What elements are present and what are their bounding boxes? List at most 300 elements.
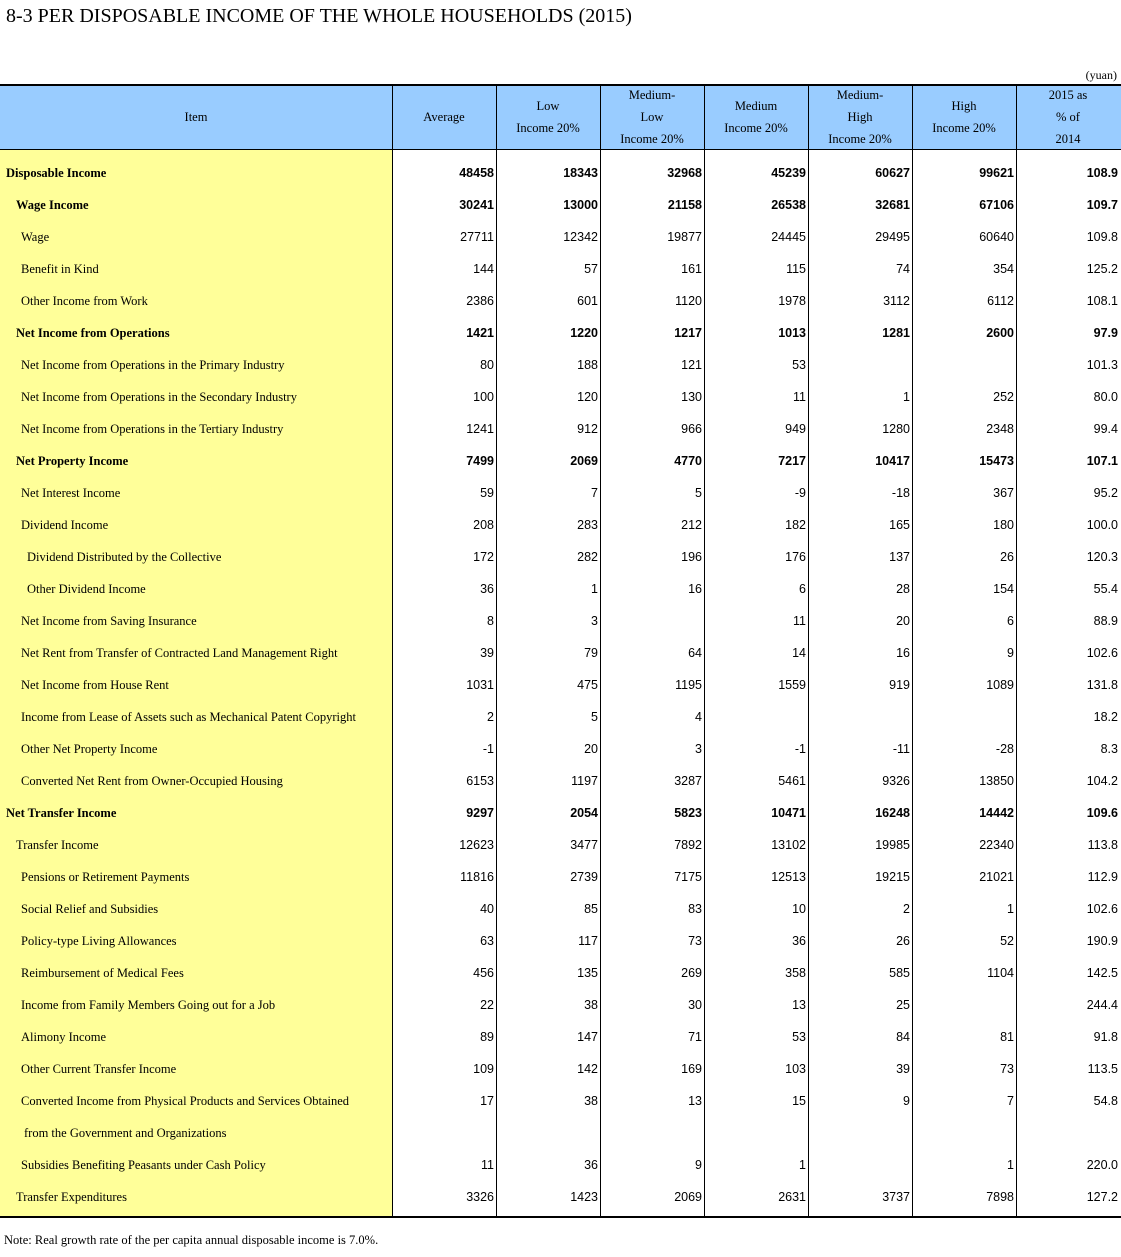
- cell-value: 9: [695, 1158, 702, 1172]
- cell-value: 38: [584, 1094, 598, 1108]
- cell-value: 14: [792, 646, 806, 660]
- column-divider: [600, 84, 601, 1218]
- cell-value: 12623: [459, 838, 494, 852]
- cell-value: [600, 1117, 702, 1149]
- cell-value: 10: [792, 902, 806, 916]
- column-divider: [1016, 84, 1017, 1218]
- header-col-2: [600, 84, 704, 150]
- cell-value: 109: [473, 1062, 494, 1076]
- cell-value: 2054: [570, 806, 598, 820]
- cell-value: 7898: [986, 1190, 1014, 1204]
- cell-value: 1559: [778, 678, 806, 692]
- row-label: Net Income from Operations in the Tertiary Industry: [21, 422, 284, 436]
- cell-value: 1031: [466, 678, 494, 692]
- header-line: Income 20%: [516, 121, 580, 135]
- cell-value: 36: [792, 934, 806, 948]
- cell-value: 1104: [987, 966, 1014, 980]
- header-line: High: [951, 99, 977, 113]
- header-col-5: [912, 84, 1016, 150]
- row-label: Wage: [21, 230, 50, 244]
- table-row: [0, 477, 1121, 509]
- header-col-6: [1016, 84, 1120, 150]
- cell-value: 9326: [882, 774, 910, 788]
- cell-value: 21021: [979, 870, 1014, 884]
- row-label: Alimony Income: [21, 1030, 107, 1044]
- cell-value: 2069: [674, 1190, 702, 1204]
- row-label: Disposable Income: [6, 166, 107, 180]
- header-line: Medium-: [836, 88, 884, 102]
- cell-value: 53: [792, 1030, 806, 1044]
- table-row: [0, 1117, 1121, 1149]
- cell-value: 73: [1000, 1062, 1014, 1076]
- cell-value: 85: [584, 902, 598, 916]
- cell-value: 16: [688, 582, 702, 596]
- row-label: Net Rent from Transfer of Contracted Land Management Right: [21, 646, 338, 660]
- cell-value: 11816: [460, 870, 494, 884]
- cell-value: 115: [786, 262, 806, 276]
- cell-value: 102.6: [1086, 646, 1118, 660]
- cell-value: 1421: [466, 326, 494, 340]
- header-line: Medium-: [628, 88, 676, 102]
- row-label: Net Income from Saving Insurance: [21, 614, 197, 628]
- cell-value: 169: [681, 1062, 702, 1076]
- cell-value: -9: [794, 486, 806, 500]
- table-row: [0, 573, 1121, 605]
- cell-value: 354: [993, 262, 1014, 276]
- row-label: Net Income from Operations in the Secondary Industry: [21, 390, 297, 404]
- cell-value: 456: [473, 966, 494, 980]
- cell-value: 12342: [563, 230, 598, 244]
- cell-value: 3287: [674, 774, 702, 788]
- cell-value: 29495: [875, 230, 910, 244]
- table-row: [0, 861, 1121, 893]
- cell-value: 28: [896, 582, 910, 596]
- cell-value: 283: [577, 518, 598, 532]
- cell-value: 10471: [771, 806, 806, 820]
- table-row: [0, 157, 1121, 189]
- cell-value: 269: [681, 966, 702, 980]
- cell-value: [808, 1117, 910, 1149]
- cell-value: 358: [785, 966, 806, 980]
- cell-value: 36: [584, 1158, 598, 1172]
- cell-value: 55.4: [1093, 582, 1118, 596]
- header-line: Low: [640, 110, 664, 124]
- cell-value: 19985: [875, 838, 910, 852]
- cell-value: 282: [577, 550, 598, 564]
- table-row: [0, 253, 1121, 285]
- cell-value: 1241: [466, 422, 494, 436]
- cell-value: 2348: [986, 422, 1014, 436]
- cell-value: 2386: [466, 294, 494, 308]
- cell-value: 71: [688, 1030, 702, 1044]
- cell-value: 966: [681, 422, 702, 436]
- cell-value: 74: [896, 262, 910, 276]
- header-line: Income 20%: [828, 132, 892, 146]
- cell-value: [808, 701, 910, 733]
- cell-value: 81: [1000, 1030, 1014, 1044]
- cell-value: 48458: [459, 166, 494, 180]
- cell-value: 2: [903, 902, 910, 916]
- cell-value: 1281: [882, 326, 910, 340]
- row-label: Social Relief and Subsidies: [21, 902, 159, 916]
- cell-value: 11: [481, 1158, 494, 1172]
- cell-value: 190.9: [1086, 934, 1118, 948]
- cell-value: 7217: [778, 454, 806, 468]
- header-col-4: [808, 84, 912, 150]
- header-line: Low: [536, 99, 560, 113]
- cell-value: 1: [591, 582, 598, 596]
- cell-value: 6: [1007, 614, 1014, 628]
- cell-value: 20: [896, 614, 910, 628]
- cell-value: 2: [487, 710, 494, 724]
- cell-value: 7892: [674, 838, 702, 852]
- cell-value: 79: [584, 646, 598, 660]
- cell-value: [912, 1117, 1014, 1149]
- table-row: [0, 541, 1121, 573]
- cell-value: 109.6: [1086, 806, 1118, 820]
- cell-value: 36: [480, 582, 494, 596]
- table-row: [0, 765, 1121, 797]
- row-label: Dividend Distributed by the Collective: [27, 550, 222, 564]
- cell-value: 100: [473, 390, 494, 404]
- page-title: 8-3 PER DISPOSABLE INCOME OF THE WHOLE HOUSEHOLDS (2015): [6, 5, 632, 27]
- row-label: Benefit in Kind: [21, 262, 99, 276]
- table-row: [0, 509, 1121, 541]
- cell-value: 27711: [460, 230, 494, 244]
- cell-value: 107.1: [1086, 454, 1118, 468]
- cell-value: 1195: [675, 678, 702, 692]
- cell-value: 95.2: [1093, 486, 1118, 500]
- table-row: [0, 733, 1121, 765]
- header-line: 2015 as: [1048, 88, 1088, 102]
- cell-value: [600, 605, 702, 637]
- cell-value: 1: [1007, 1158, 1014, 1172]
- cell-value: 1089: [986, 678, 1014, 692]
- cell-value: 7499: [466, 454, 494, 468]
- cell-value: 84: [896, 1030, 910, 1044]
- cell-value: 30: [688, 998, 702, 1012]
- cell-value: 4: [695, 710, 702, 724]
- cell-value: [704, 1117, 806, 1149]
- table-row: [0, 189, 1121, 221]
- cell-value: 39: [480, 646, 494, 660]
- cell-value: [392, 1117, 494, 1149]
- cell-value: 1: [903, 390, 910, 404]
- table-row: [0, 317, 1121, 349]
- cell-value: 12513: [771, 870, 806, 884]
- cell-value: 6153: [466, 774, 494, 788]
- cell-value: 1: [799, 1158, 806, 1172]
- cell-value: 113.8: [1087, 838, 1118, 852]
- cell-value: 5: [591, 710, 598, 724]
- row-label: Net Property Income: [16, 454, 129, 468]
- cell-value: [912, 989, 1014, 1021]
- row-label: Income from Family Members Going out for a Job: [21, 998, 276, 1012]
- cell-value: 7: [1007, 1094, 1014, 1108]
- cell-value: 137: [889, 550, 910, 564]
- column-divider: [808, 84, 809, 1218]
- cell-value: [704, 701, 806, 733]
- cell-value: 121: [681, 358, 702, 372]
- cell-value: 5823: [674, 806, 702, 820]
- table-row: [0, 413, 1121, 445]
- cell-value: 14442: [979, 806, 1014, 820]
- column-divider: [496, 84, 497, 1218]
- cell-value: 154: [993, 582, 1014, 596]
- cell-value: 18.2: [1093, 710, 1118, 724]
- cell-value: 19215: [875, 870, 910, 884]
- cell-value: 367: [993, 486, 1014, 500]
- row-label: Converted Income from Physical Products and Services Obtained: [21, 1094, 350, 1108]
- cell-value: 38: [584, 998, 598, 1012]
- unit-label: (yuan): [1085, 68, 1117, 82]
- row-label: Net Income from House Rent: [21, 678, 169, 692]
- table-row: [0, 669, 1121, 701]
- cell-value: 53: [792, 358, 806, 372]
- cell-value: [808, 349, 910, 381]
- cell-value: 63: [480, 934, 494, 948]
- table-row: [0, 605, 1121, 637]
- header-line: High: [847, 110, 873, 124]
- row-label: Other Net Property Income: [21, 742, 158, 756]
- row-label: Transfer Income: [16, 838, 99, 852]
- table-row: [0, 701, 1121, 733]
- cell-value: 67106: [979, 198, 1014, 212]
- cell-value: 54.8: [1093, 1094, 1118, 1108]
- table-row: [0, 925, 1121, 957]
- cell-value: 104.2: [1086, 774, 1118, 788]
- row-label: Other Income from Work: [21, 294, 148, 308]
- cell-value: 2600: [986, 326, 1014, 340]
- cell-value: 161: [681, 262, 702, 276]
- cell-value: 252: [993, 390, 1014, 404]
- cell-value: 208: [473, 518, 494, 532]
- cell-value: 2631: [778, 1190, 806, 1204]
- row-label: Policy-type Living Allowances: [21, 934, 177, 948]
- cell-value: 26538: [771, 198, 806, 212]
- row-label: Subsidies Benefiting Peasants under Cash Policy: [21, 1158, 266, 1172]
- cell-value: [1016, 1117, 1118, 1149]
- cell-value: 144: [473, 262, 494, 276]
- header-col-1: [496, 84, 600, 150]
- row-label: Converted Net Rent from Owner-Occupied Housing: [21, 774, 283, 788]
- header-col-3: [704, 84, 808, 150]
- cell-value: 3477: [570, 838, 598, 852]
- cell-value: -28: [995, 742, 1014, 756]
- cell-value: 1120: [675, 294, 702, 308]
- cell-value: 100.0: [1086, 518, 1118, 532]
- cell-value: 113.5: [1087, 1062, 1118, 1076]
- cell-value: 109.8: [1086, 230, 1118, 244]
- cell-value: 73: [688, 934, 702, 948]
- row-label: Net Income from Operations in the Primary Industry: [21, 358, 285, 372]
- column-divider: [912, 84, 913, 1218]
- header-line: Income 20%: [620, 132, 684, 146]
- cell-value: 97.9: [1093, 326, 1118, 340]
- cell-value: 26: [1000, 550, 1014, 564]
- header-item: [0, 84, 392, 150]
- cell-value: 212: [681, 518, 702, 532]
- table-row: [0, 989, 1121, 1021]
- cell-value: 601: [577, 294, 598, 308]
- cell-value: 147: [577, 1030, 598, 1044]
- cell-value: 1197: [571, 774, 598, 788]
- cell-value: 1423: [570, 1190, 598, 1204]
- cell-value: 142.5: [1086, 966, 1118, 980]
- cell-value: 1: [1007, 902, 1014, 916]
- cell-value: 172: [473, 550, 494, 564]
- header-col-0: [392, 84, 496, 150]
- cell-value: 6112: [987, 294, 1014, 308]
- cell-value: 220.0: [1086, 1158, 1118, 1172]
- cell-value: 585: [889, 966, 910, 980]
- cell-value: 196: [681, 550, 702, 564]
- column-divider: [392, 84, 393, 1218]
- row-label: from the Government and Organizations: [24, 1126, 227, 1140]
- cell-value: 13: [688, 1094, 702, 1108]
- cell-value: 949: [785, 422, 806, 436]
- cell-value: 5461: [778, 774, 806, 788]
- table-bottom-rule: [0, 1216, 1121, 1218]
- table-row: [0, 829, 1121, 861]
- table-row: [0, 349, 1121, 381]
- table-row: [0, 1181, 1121, 1213]
- cell-value: 89: [480, 1030, 494, 1044]
- table-row: [0, 285, 1121, 317]
- cell-value: 912: [577, 422, 598, 436]
- cell-value: 40: [480, 902, 494, 916]
- cell-value: 117: [578, 934, 598, 948]
- cell-value: 32681: [875, 198, 910, 212]
- cell-value: 103: [785, 1062, 806, 1076]
- cell-value: 165: [889, 518, 910, 532]
- row-label: Net Interest Income: [21, 486, 121, 500]
- cell-value: 1220: [570, 326, 598, 340]
- footnote: Note: Real growth rate of the per capita annual disposable income is 7.0%.: [4, 1233, 379, 1247]
- cell-value: 5: [695, 486, 702, 500]
- header-line: Income 20%: [932, 121, 996, 135]
- cell-value: 16248: [875, 806, 910, 820]
- cell-value: -11: [892, 742, 910, 756]
- table-row: [0, 797, 1121, 829]
- cell-value: 9297: [466, 806, 494, 820]
- cell-value: 18343: [563, 166, 598, 180]
- cell-value: 188: [577, 358, 598, 372]
- table-row: [0, 221, 1121, 253]
- cell-value: 10417: [875, 454, 910, 468]
- cell-value: 64: [688, 646, 702, 660]
- cell-value: 25: [896, 998, 910, 1012]
- cell-value: 120: [577, 390, 598, 404]
- cell-value: 180: [993, 518, 1014, 532]
- cell-value: 475: [577, 678, 598, 692]
- row-label: Income from Lease of Assets such as Mechanical Patent Copyright: [21, 710, 356, 724]
- cell-value: 59: [480, 486, 494, 500]
- cell-value: 57: [584, 262, 598, 276]
- cell-value: 16: [896, 646, 910, 660]
- cell-value: 13: [792, 998, 806, 1012]
- header-line: Average: [423, 110, 465, 124]
- cell-value: 91.8: [1093, 1030, 1118, 1044]
- cell-value: 22340: [979, 838, 1014, 852]
- cell-value: 80.0: [1093, 390, 1118, 404]
- cell-value: 13102: [771, 838, 806, 852]
- row-label: Transfer Expenditures: [16, 1190, 127, 1204]
- cell-value: 8: [487, 614, 494, 628]
- table-row: [0, 893, 1121, 925]
- cell-value: 2069: [570, 454, 598, 468]
- cell-value: 9: [1007, 646, 1014, 660]
- cell-value: 1217: [674, 326, 702, 340]
- cell-value: 32968: [667, 166, 702, 180]
- cell-value: 4770: [674, 454, 702, 468]
- row-label: Wage Income: [16, 198, 89, 212]
- cell-value: 108.1: [1086, 294, 1118, 308]
- cell-value: -1: [482, 742, 494, 756]
- cell-value: [496, 1117, 598, 1149]
- cell-value: 919: [889, 678, 910, 692]
- cell-value: 135: [577, 966, 598, 980]
- cell-value: 108.9: [1086, 166, 1118, 180]
- cell-value: 3: [591, 614, 598, 628]
- table-row: [0, 1053, 1121, 1085]
- cell-value: 83: [688, 902, 702, 916]
- cell-value: 101.3: [1086, 358, 1118, 372]
- cell-value: 3112: [883, 294, 910, 308]
- cell-value: 3326: [466, 1190, 494, 1204]
- row-label: Other Current Transfer Income: [21, 1062, 177, 1076]
- cell-value: 7: [591, 486, 598, 500]
- cell-value: 30241: [459, 198, 494, 212]
- table-row: [0, 957, 1121, 989]
- cell-value: 99621: [979, 166, 1014, 180]
- cell-value: 1280: [882, 422, 910, 436]
- cell-value: 39: [896, 1062, 910, 1076]
- cell-value: 80: [480, 358, 494, 372]
- cell-value: 244.4: [1086, 998, 1118, 1012]
- cell-value: 21158: [667, 198, 702, 212]
- row-label: Net Transfer Income: [6, 806, 117, 820]
- table-row: [0, 1085, 1121, 1117]
- table-row: [0, 1149, 1121, 1181]
- cell-value: 176: [785, 550, 806, 564]
- row-label: Other Dividend Income: [27, 582, 146, 596]
- cell-value: 125.2: [1086, 262, 1118, 276]
- cell-value: 3737: [882, 1190, 910, 1204]
- table-row: [0, 381, 1121, 413]
- cell-value: 88.9: [1093, 614, 1118, 628]
- cell-value: 60627: [875, 166, 910, 180]
- header-line: % of: [1056, 110, 1080, 124]
- cell-value: [912, 349, 1014, 381]
- table-row: [0, 1021, 1121, 1053]
- cell-value: 13850: [979, 774, 1014, 788]
- cell-value: 60640: [979, 230, 1014, 244]
- cell-value: 15473: [979, 454, 1014, 468]
- cell-value: [808, 1149, 910, 1181]
- cell-value: 7175: [674, 870, 702, 884]
- row-label: Reimbursement of Medical Fees: [21, 966, 184, 980]
- row-label: Dividend Income: [21, 518, 109, 532]
- cell-value: 109.7: [1086, 198, 1118, 212]
- cell-value: 26: [896, 934, 910, 948]
- cell-value: 24445: [771, 230, 806, 244]
- cell-value: 99.4: [1093, 422, 1118, 436]
- header-line: Income 20%: [724, 121, 788, 135]
- cell-value: 15: [792, 1094, 806, 1108]
- cell-value: 142: [577, 1062, 598, 1076]
- cell-value: 11: [793, 390, 806, 404]
